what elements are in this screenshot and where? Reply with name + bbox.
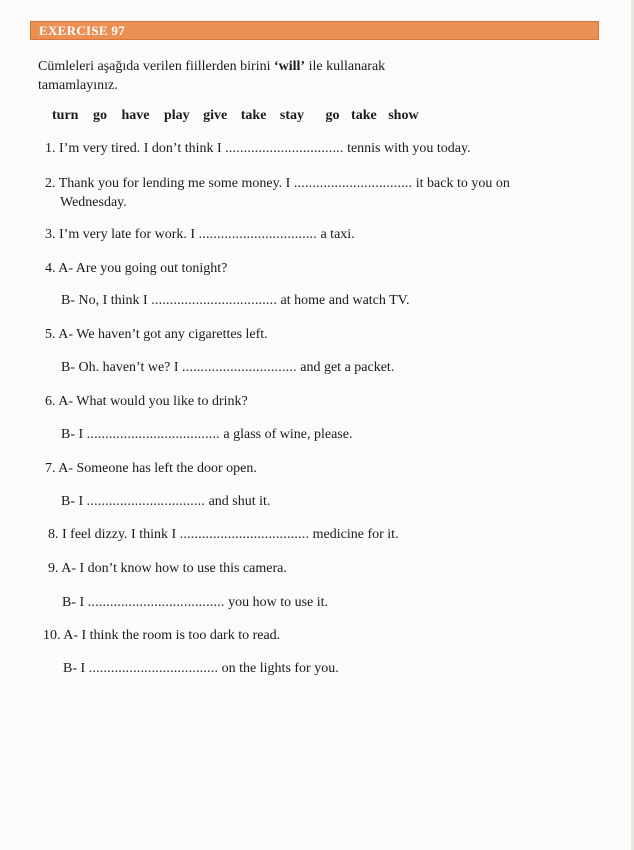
answer-blank[interactable]: ..................................... — [87, 595, 225, 610]
sentence-4-a — [45, 259, 227, 278]
answer-blank[interactable]: .................................... — [86, 427, 220, 442]
verb-list — [52, 108, 419, 124]
sentence-5-a — [45, 325, 268, 344]
sentence-2-continuation — [60, 193, 127, 212]
sentence-text: 7. A- Someone has left the door open. — [45, 461, 257, 476]
sentence-6-b — [61, 425, 352, 444]
sentence-text: 2. Thank you for lending me some money. I — [45, 176, 294, 191]
sentence-text: a taxi. — [316, 227, 355, 242]
verb-item: give — [203, 108, 228, 123]
answer-blank[interactable]: ................................... — [88, 661, 219, 676]
instructions — [38, 57, 458, 95]
sentence-2 — [45, 174, 510, 193]
sentence-text: B- I — [61, 494, 87, 509]
sentence-6-a — [45, 392, 248, 411]
sentence-text: it back to you on — [412, 176, 510, 191]
sentence-text: 8. I feel dizzy. I think I — [48, 527, 180, 542]
sentence-text: at home and watch TV. — [277, 293, 410, 308]
sentence-4-b — [61, 291, 409, 310]
sentence-text: Wednesday. — [60, 195, 127, 210]
sentence-8 — [48, 525, 399, 544]
sentence-text: 10. A- I think the room is too dark to read. — [43, 628, 281, 643]
verb-item: play — [163, 108, 190, 123]
verb-item: take — [351, 108, 377, 123]
sentence-text: B- I — [61, 427, 87, 442]
answer-blank[interactable]: ................................ — [86, 494, 206, 509]
sentence-10-b — [63, 659, 339, 678]
sentence-text: 6. A- What would you like to drink? — [45, 394, 248, 409]
sentence-text: 9. A- I don’t know how to use this camera. — [48, 561, 287, 576]
sentence-text: 1. I’m very tired. I don’t think I — [45, 141, 226, 156]
verb-item: take — [240, 108, 267, 123]
sentence-text: 3. I’m very late for work. I — [45, 227, 199, 242]
sentence-text: B- Oh. haven’t we? I — [61, 360, 183, 375]
sentence-7-a — [45, 459, 257, 478]
sentence-text: and get a packet. — [296, 360, 395, 375]
exercise-header — [30, 21, 599, 40]
sentence-3 — [45, 225, 355, 244]
answer-blank[interactable]: .................................. — [151, 293, 278, 308]
sentence-text: 4. A- Are you going out tonight? — [45, 261, 228, 276]
answer-blank[interactable]: ................................ — [225, 141, 344, 156]
verb-item: stay — [279, 108, 305, 123]
answer-blank[interactable]: ............................... — [182, 360, 297, 375]
answer-blank[interactable]: ................................... — [179, 527, 310, 542]
sentence-9-a — [48, 559, 287, 578]
sentence-text: you how to use it. — [224, 595, 329, 610]
sentence-5-b — [61, 358, 394, 377]
sentence-text: a glass of wine, please. — [219, 427, 353, 442]
answer-blank[interactable]: ................................ — [198, 227, 317, 242]
verb-item: go — [325, 108, 340, 123]
verb-item: go — [92, 108, 107, 123]
sentence-text: B- No, I think I — [61, 293, 152, 308]
sentence-text: on the lights for you. — [218, 661, 339, 676]
sentence-text: 5. A- We haven’t got any cigarettes left. — [45, 327, 268, 342]
sentence-1 — [45, 139, 471, 158]
sentence-9-b — [62, 593, 328, 612]
sentence-text: B- I — [63, 661, 89, 676]
sentence-text: B- I — [62, 595, 88, 610]
instructions-keyword: ‘will’ — [273, 59, 306, 74]
sentence-7-b — [61, 492, 270, 511]
answer-blank[interactable]: ................................ — [293, 176, 413, 191]
verb-item: turn — [52, 108, 79, 123]
instructions-text-1: Cümleleri aşağıda verilen fiillerden birini — [38, 59, 274, 74]
verb-item: have — [121, 108, 150, 123]
verb-item: show — [388, 108, 419, 123]
exercise-title: EXERCISE 97 — [39, 23, 126, 38]
sentence-text: tennis with you today. — [343, 141, 471, 156]
sentence-text: and shut it. — [205, 494, 271, 509]
sentence-10-a — [43, 626, 280, 645]
sentence-text: medicine for it. — [309, 527, 399, 542]
instructions-text-2: ile kullanarak tamamlayınız. — [38, 59, 386, 93]
